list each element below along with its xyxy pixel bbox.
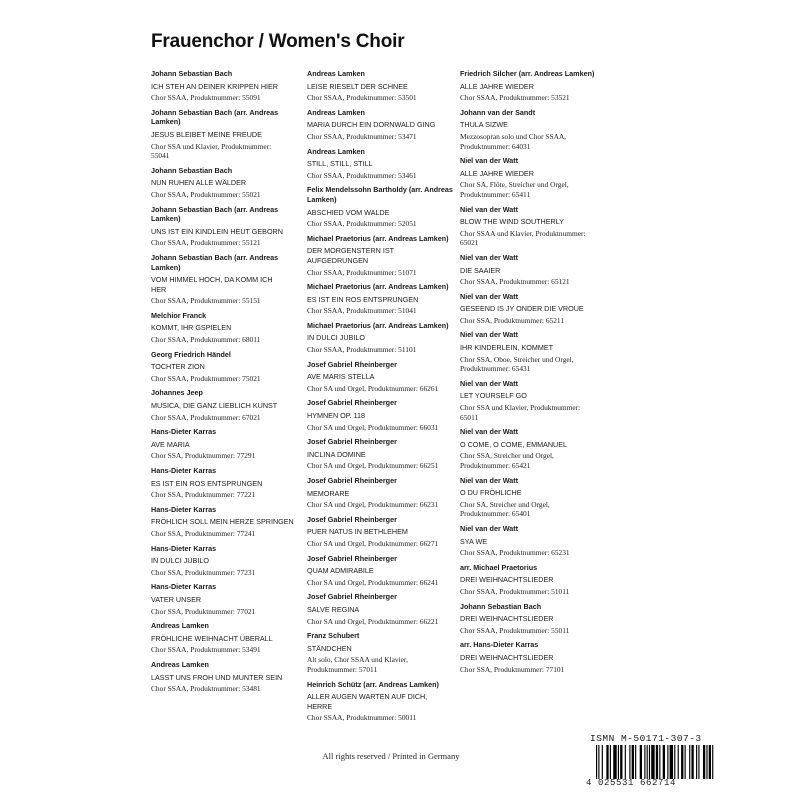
catalog-entry	[460, 292, 615, 326]
catalog-column-3	[460, 69, 615, 679]
product-info: Produktnummer: 64031	[460, 141, 531, 151]
catalog-entry	[151, 205, 301, 248]
product-info: Chor SSA und Klavier, Produktnummer:	[460, 403, 581, 413]
work-title: QUAM ADMIRABILE	[307, 566, 374, 576]
ismn-number: ISMN M-50171-307-3	[590, 733, 702, 744]
catalog-entry	[307, 680, 457, 723]
composer-name: Josef Gabriel Rheinberger	[307, 437, 397, 447]
product-info: Chor SSAA, Produktnummer: 53491	[151, 645, 261, 655]
composer-name: Michael Praetorius (arr. Andreas Lamken)	[307, 233, 449, 243]
catalog-entry	[460, 69, 615, 103]
composer-name: Johann Sebastian Bach	[151, 165, 233, 175]
product-info: Alt solo, Chor SSAA und Klavier,	[307, 655, 408, 665]
composer-name: Josef Gabriel Rheinberger	[307, 553, 397, 563]
composer-name: Hans-Dieter Karras	[151, 504, 217, 514]
product-info: Produktnummer: 65431	[460, 364, 531, 374]
catalog-entry	[460, 253, 615, 287]
product-info: 65011	[460, 412, 479, 422]
catalog-entry	[460, 524, 615, 558]
product-info: Chor SSA, Produktnummer: 65211	[460, 315, 565, 325]
composer-name: Michael Praetorius (arr. Andreas Lamken)	[307, 320, 449, 330]
catalog-entry	[307, 185, 457, 228]
composer-name: Lamken)	[151, 262, 181, 272]
product-info: Chor SSAA, Produktnummer: 53481	[151, 684, 261, 694]
work-title: ICH STEH AN DEINER KRIPPEN HIER	[151, 81, 279, 91]
product-info: Chor SSAA, Produktnummer: 53471	[307, 131, 417, 141]
product-info: Chor SA und Orgel, Produktnummer: 66261	[307, 383, 439, 393]
product-info: Chor SSAA, Produktnummer: 50011	[307, 713, 417, 723]
catalog-entry	[460, 602, 615, 636]
product-info: Chor SSA, Produktnummer: 77221	[151, 490, 256, 500]
work-title: BLOW THE WIND SOUTHERLY	[460, 217, 564, 227]
composer-name: Josef Gabriel Rheinberger	[307, 359, 397, 369]
work-title: ALLER AUGEN WARTEN AUF DICH,	[307, 692, 428, 702]
work-title: PUER NATUS IN BETHLEHEM	[307, 527, 408, 537]
work-title: ES IST EIN ROS ENTSPRUNGEN	[151, 478, 263, 488]
composer-name: Hans-Dieter Karras	[151, 582, 217, 592]
catalog-entry	[151, 427, 301, 461]
composer-name: Niel van der Watt	[460, 475, 519, 485]
catalog-entry	[151, 660, 301, 694]
work-title: MUSICA, DIE GANZ LIEBLICH KUNST	[151, 401, 278, 411]
product-info: Chor SSA, Streicher und Orgel,	[460, 451, 554, 461]
work-title: DREI WEIHNACHTSLIEDER	[460, 575, 554, 585]
product-info: Chor SSA, Produktnummer: 77231	[151, 567, 256, 577]
composer-name: Franz Schubert	[307, 631, 360, 641]
work-title: ABSCHIED VOM WALDE	[307, 207, 390, 217]
catalog-entry	[460, 476, 615, 519]
composer-name: Melchior Franck	[151, 310, 207, 320]
catalog-entry	[460, 330, 615, 373]
composer-name: Josef Gabriel Rheinberger	[307, 398, 397, 408]
catalog-entry	[460, 108, 615, 151]
work-title: VATER UNSER	[151, 594, 202, 604]
work-title: INCLINA DOMINE	[307, 449, 366, 459]
product-info: Chor SA und Orgel, Produktnummer: 66031	[307, 422, 439, 432]
work-title: FRÖHLICHE WEIHNACHT ÜBERALL	[151, 633, 273, 643]
work-title: IN DULCI JUBILO	[151, 556, 209, 566]
work-title: SYA WE	[460, 536, 488, 546]
composer-name: Lamken)	[151, 214, 181, 224]
work-title: MARIA DURCH EIN DORNWALD GING	[307, 120, 436, 130]
catalog-entry	[460, 640, 615, 674]
work-title: DER MORGENSTERN IST	[307, 246, 395, 256]
composer-name: Friedrich Silcher (arr. Andreas Lamken)	[460, 69, 595, 78]
composer-name: Johann Sebastian Bach	[151, 69, 233, 78]
product-info: Chor SSAA und Klavier, Produktnummer:	[460, 228, 586, 238]
work-title: DREI WEIHNACHTSLIEDER	[460, 652, 554, 662]
product-info: Chor SSAA, Produktnummer: 67021	[151, 412, 261, 422]
product-info: Produktnummer: 57011	[307, 664, 378, 674]
work-title: IHR KINDERLEIN, KOMMET	[460, 343, 554, 353]
work-title: FRÖHLICH SOLL MEIN HERZE SPRINGEN	[151, 517, 294, 527]
composer-name: Felix Mendelssohn Bartholdy (arr. Andreas	[307, 185, 453, 195]
catalog-entry	[151, 621, 301, 655]
composer-name: Lamken)	[151, 117, 181, 127]
composer-name: Niel van der Watt	[460, 523, 519, 533]
work-title: KOMMT, IHR GSPIELEN	[151, 323, 232, 333]
composer-name: Johann Sebastian Bach (arr. Andreas	[151, 252, 279, 262]
work-title: STILL, STILL, STILL	[307, 159, 373, 169]
composer-name: Andreas Lamken	[151, 621, 209, 631]
catalog-entry	[151, 466, 301, 500]
catalog-entry	[460, 563, 615, 597]
product-info: Chor SSAA, Produktnummer: 55021	[151, 189, 261, 199]
catalog-entry	[151, 544, 301, 578]
work-title: AUFGEDRUNGEN	[307, 255, 369, 265]
composer-name: Niel van der Watt	[460, 156, 519, 166]
work-title: DIE SAAIER	[460, 265, 501, 275]
catalog-entry	[151, 69, 301, 103]
product-info: Chor SSAA, Produktnummer: 55121	[151, 238, 261, 248]
work-title: LASST UNS FROH UND MUNTER SEIN	[151, 672, 283, 682]
composer-name: Niel van der Watt	[460, 378, 519, 388]
product-info: Chor SSA, Produktnummer: 77101	[460, 664, 565, 674]
product-info: Chor SSA, Oboe, Streicher und Orgel,	[460, 354, 574, 364]
catalog-entry	[151, 388, 301, 422]
composer-name: Johann Sebastian Bach (arr. Andreas	[151, 107, 279, 117]
product-info: Chor SSA, Produktnummer: 77021	[151, 606, 256, 616]
composer-name: arr. Michael Praetorius	[460, 562, 538, 572]
product-info: Chor SSAA, Produktnummer: 52051	[307, 219, 417, 229]
product-info: Chor SSAA, Produktnummer: 53501	[307, 93, 417, 103]
product-info: Chor SSAA, Produktnummer: 51071	[307, 267, 417, 277]
work-title: AVE MARIS STELLA	[307, 372, 375, 382]
barcode-digits: 4 025531 662714	[586, 778, 677, 788]
work-title: ES IST EIN ROS ENTSPRUNGEN	[307, 294, 419, 304]
composer-name: Hans-Dieter Karras	[151, 466, 217, 475]
product-info: Chor SSAA, Produktnummer: 65121	[460, 277, 570, 287]
product-info: Chor SA und Orgel, Produktnummer: 66271	[307, 538, 439, 548]
product-info: Chor SA und Orgel, Produktnummer: 66221	[307, 616, 439, 626]
composer-name: Andreas Lamken	[307, 107, 365, 117]
catalog-entry	[307, 234, 457, 277]
catalog-entry	[307, 554, 457, 588]
product-info: 55041	[151, 151, 170, 161]
catalog-entry	[460, 427, 615, 470]
catalog-entry	[460, 156, 615, 199]
catalog-entry	[307, 631, 457, 674]
product-info: Chor SSAA, Produktnummer: 55091	[151, 93, 261, 103]
catalog-column-2	[307, 69, 457, 728]
product-info: Chor SSAA, Produktnummer: 68011	[151, 335, 261, 345]
catalog-entry	[151, 311, 301, 345]
product-info: Chor SA, Streicher und Orgel,	[460, 499, 550, 509]
product-info: Chor SA und Orgel, Produktnummer: 66241	[307, 577, 439, 587]
work-title: LEISE RIESELT DER SCHNEE	[307, 81, 408, 91]
product-info: Chor SSAA, Produktnummer: 51041	[307, 306, 417, 316]
composer-name: Andreas Lamken	[151, 659, 209, 669]
catalog-entry	[307, 437, 457, 471]
catalog-entry	[307, 69, 457, 103]
work-title: MEMORARE	[307, 488, 350, 498]
composer-name: Michael Praetorius (arr. Andreas Lamken)	[307, 282, 449, 292]
product-info: Chor SA, Flöte, Streicher und Orgel,	[460, 180, 569, 190]
work-title: ALLE JAHRE WIEDER	[460, 168, 534, 178]
catalog-entry	[151, 166, 301, 200]
composer-name: arr. Hans-Dieter Karras	[460, 640, 539, 650]
work-title: HERRE	[307, 701, 333, 711]
page-title: Frauenchor / Women's Choir	[151, 31, 405, 52]
composer-name: Josef Gabriel Rheinberger	[307, 476, 397, 485]
composer-name: Josef Gabriel Rheinberger	[307, 514, 397, 524]
work-title: IN DULCI JUBILO	[307, 333, 365, 343]
catalog-entry	[307, 321, 457, 355]
rights-notice: All rights reserved / Printed in Germany	[322, 751, 460, 761]
composer-name: Johann van der Sandt	[460, 107, 536, 117]
product-info: Chor SSAA, Produktnummer: 51011	[460, 586, 570, 596]
catalog-entry	[307, 282, 457, 316]
catalog-entry	[307, 108, 457, 142]
catalog-column-1	[151, 69, 301, 699]
work-title: TOCHTER ZION	[151, 362, 205, 372]
product-info: Chor SSAA, Produktnummer: 51101	[307, 345, 417, 355]
catalog-entry	[307, 592, 457, 626]
composer-name: Heinrich Schütz (arr. Andreas Lamken)	[307, 679, 439, 689]
product-info: Chor SA und Orgel, Produktnummer: 66251	[307, 461, 439, 471]
catalog-entry	[307, 147, 457, 181]
work-title: O COME, O COME, EMMANUEL	[460, 439, 568, 449]
work-title: AVE MARIA	[151, 439, 190, 449]
catalog-entry	[460, 379, 615, 422]
catalog-entry	[151, 505, 301, 539]
composer-name: Niel van der Watt	[460, 427, 519, 437]
composer-name: Johann Sebastian Bach (arr. Andreas	[151, 204, 279, 214]
composer-name: Andreas Lamken	[307, 69, 365, 78]
work-title: THULA SIZWE	[460, 120, 508, 130]
composer-name: Johann Sebastian Bach	[460, 601, 542, 611]
catalog-entry	[151, 253, 301, 306]
product-info: Chor SSAA, Produktnummer: 75021	[151, 373, 261, 383]
catalog-entry	[460, 205, 615, 248]
work-title: JESUS BLEIBET MEINE FREUDE	[151, 129, 262, 139]
catalog-entry	[307, 360, 457, 394]
work-title: VOM HIMMEL HOCH, DA KOMM ICH	[151, 275, 273, 285]
catalog-entry	[307, 515, 457, 549]
catalog-entry	[307, 476, 457, 510]
composer-name: Andreas Lamken	[307, 146, 365, 156]
work-title: NUN RUHEN ALLE WÄLDER	[151, 178, 247, 188]
catalog-entry	[151, 350, 301, 384]
product-info: Chor SSAA, Produktnummer: 55151	[151, 296, 261, 306]
work-title: STÄNDCHEN	[307, 643, 352, 653]
product-info: Produktnummer: 65401	[460, 509, 531, 519]
work-title: GESEEND IS JY ONDER DIE VROUE	[460, 304, 584, 314]
product-info: Produktnummer: 65421	[460, 461, 531, 470]
catalog-entry	[151, 108, 301, 161]
work-title: DREI WEIHNACHTSLIEDER	[460, 614, 554, 624]
composer-name: Niel van der Watt	[460, 330, 519, 340]
product-info: Produktnummer: 65411	[460, 189, 531, 199]
work-title: ALLE JAHRE WIEDER	[460, 81, 534, 91]
product-info: Chor SSAA, Produktnummer: 55011	[460, 625, 570, 635]
work-title: HYMNEN OP. 118	[307, 411, 366, 421]
product-info: Chor SSAA, Produktnummer: 53521	[460, 93, 570, 103]
composer-name: Niel van der Watt	[460, 291, 519, 301]
composer-name: Niel van der Watt	[460, 252, 519, 262]
product-info: Chor SSA und Klavier, Produktnummer:	[151, 141, 272, 151]
work-title: UNS IST EIN KINDLEIN HEUT GEBORN	[151, 226, 283, 236]
composer-name: Niel van der Watt	[460, 204, 519, 214]
composer-name: Johannes Jeep	[151, 388, 203, 398]
product-info: Mezzosopran solo und Chor SSAA,	[460, 131, 567, 141]
composer-name: Hans-Dieter Karras	[151, 427, 217, 437]
product-info: Chor SSA, Produktnummer: 77241	[151, 528, 256, 538]
work-title: O DU FRÖHLICHE	[460, 488, 522, 498]
composer-name: Georg Friedrich Händel	[151, 349, 231, 359]
work-title: SALVE REGINA	[307, 604, 360, 614]
work-title: LET YOURSELF GO	[460, 391, 527, 401]
product-info: 65021	[460, 238, 479, 248]
composer-name: Josef Gabriel Rheinberger	[307, 592, 397, 602]
product-info: Chor SA und Orgel, Produktnummer: 66231	[307, 500, 439, 510]
product-info: Chor SSA, Produktnummer: 77291	[151, 451, 256, 461]
work-title: HER	[151, 284, 167, 294]
product-info: Chor SSAA, Produktnummer: 53461	[307, 170, 417, 180]
composer-name: Lamken)	[307, 194, 337, 204]
catalog-entry	[307, 398, 457, 432]
catalog-entry	[151, 582, 301, 616]
composer-name: Hans-Dieter Karras	[151, 543, 217, 553]
product-info: Chor SSAA, Produktnummer: 65231	[460, 548, 570, 558]
